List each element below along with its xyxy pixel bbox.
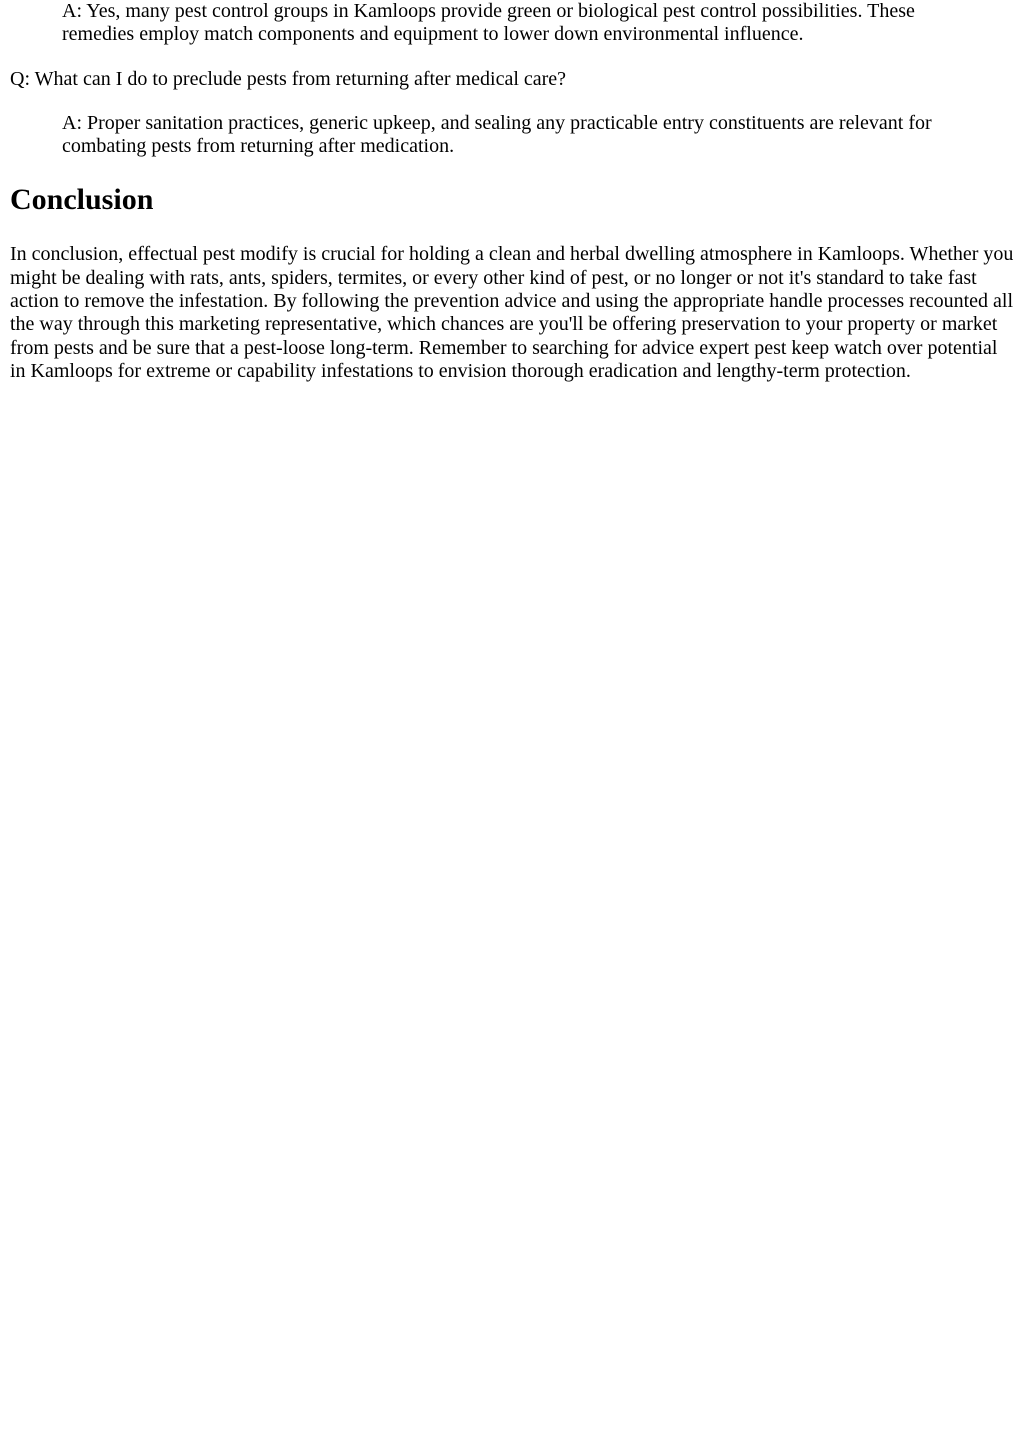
faq-answer-prevent-return: A: Proper sanitation practices, generic upkeep, and sealing any practicable entry constituents are relevant for combating pests from returning after medication. — [62, 111, 932, 158]
faq-answer-eco-friendly: A: Yes, many pest control groups in Kamloops provide green or biological pest control possibilities. These remedies employ match components and equipment to lower down environmental influence. — [62, 0, 915, 46]
conclusion-paragraph: In conclusion, effectual pest modify is crucial for holding a clean and herbal dwelling atmosphere in Kamloops. Whether you might be dealing with rats, ants, spiders, termites, or every other kind of pest, or no longer or not it's standard to take fast action to remove the infestation. By following the prevention advice and using the appropriate handle processes recounted all the way through this marketing representative, which chances are you'll be offering preservation to your property or market from pests and be sure that a pest-loose long-term. Remember to searching for advice expert pest keep watch over potential in Kamloops for extreme or capability infestations to envision thorough eradication and lengthy-term protection. — [10, 243, 1014, 382]
conclusion-heading: Conclusion — [10, 183, 154, 217]
faq-question-prevent-return: Q: What can I do to preclude pests from returning after medical care? — [10, 67, 567, 90]
